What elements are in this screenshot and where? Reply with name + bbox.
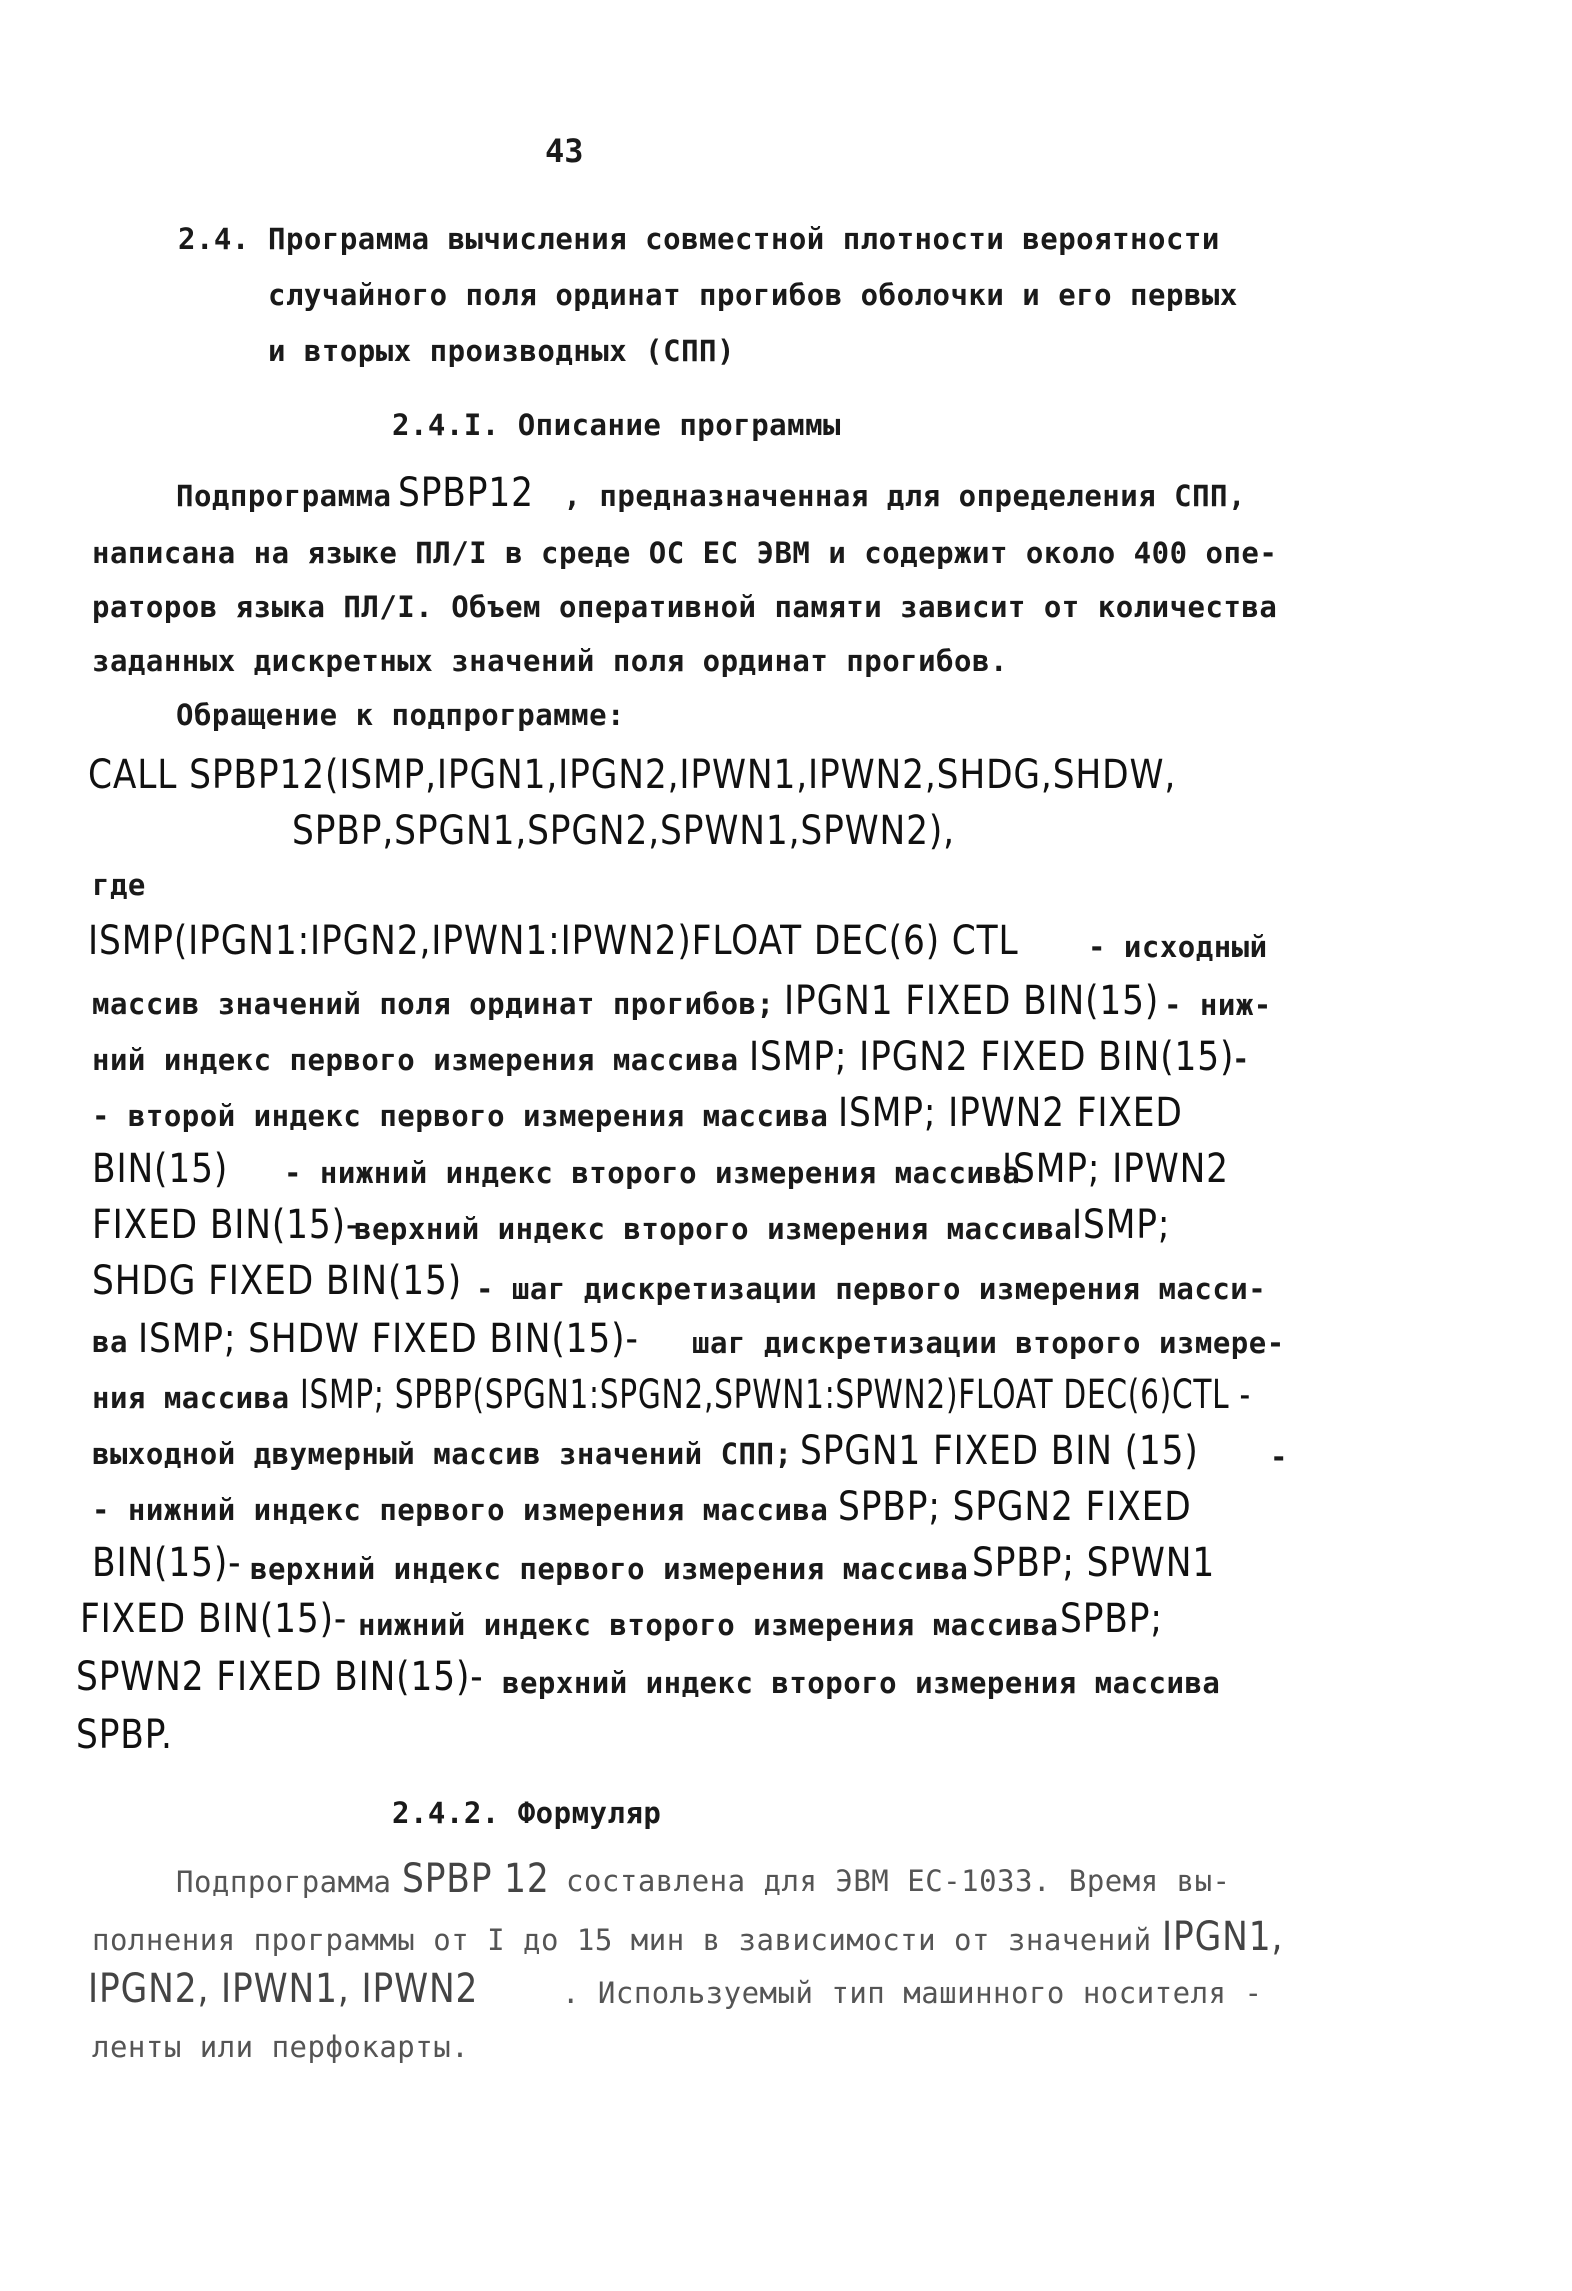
handwritten-code: ISMP; IPWN2 FIXED <box>838 1090 1184 1136</box>
form-line-2 <box>92 1914 1303 1960</box>
handwritten-name: SPBP12 <box>397 470 534 516</box>
handwritten-code: IPGN1 FIXED BIN(15) <box>784 978 1160 1024</box>
form-text: . Используемый тип машинного носителя - <box>562 1976 1263 2010</box>
page-number: 43 <box>545 132 584 170</box>
param-line-11 <box>92 1484 1249 1530</box>
param-text: - нижний индекс второго измерения массива <box>284 1156 1021 1190</box>
handwritten-code: SPBP 12 <box>401 1856 550 1902</box>
section-title-line-2: случайного поля ординат прогибов оболочки и его первых <box>268 278 1238 312</box>
desc-line-2: написана на языке ПЛ/I в среде ОС ЕС ЭВМ и содержит около 400 опе- <box>92 536 1278 570</box>
call-statement-line-1 <box>88 752 1353 798</box>
desc-text: Подпрограмма <box>176 479 392 513</box>
handwritten-code: ISMP; IPWN2 <box>1002 1146 1229 1192</box>
param-line-6 <box>92 1202 1171 1248</box>
param-text: нижний индекс второго измерения массива <box>358 1608 1059 1642</box>
form-line-1 <box>176 1856 1231 1902</box>
desc-line-3: раторов языка ПЛ/I. Объем оперативной памяти зависит от количества <box>92 590 1278 624</box>
handwritten-code: BIN(15) <box>92 1146 229 1192</box>
desc-line-4: заданных дискретных значений поля ординат прогибов. <box>92 644 1008 678</box>
param-text: ва <box>92 1325 128 1359</box>
handwritten-code: ISMP; SHDW FIXED BIN(15)- <box>137 1316 639 1362</box>
handwritten-code: ISMP; IPGN2 FIXED BIN(15) <box>748 1034 1234 1080</box>
form-line-4: ленты или перфокарты. <box>92 2030 470 2064</box>
param-text: шаг дискретизации второго измере- <box>692 1326 1285 1360</box>
param-line-12 <box>92 1540 1216 1586</box>
where-label: где <box>92 868 146 902</box>
handwritten-code: IPGN2, IPWN1, IPWN2 <box>88 1966 479 2012</box>
form-text: полнения программы от I до 15 мин в зависимости от значений <box>92 1923 1152 1957</box>
call-intro: Обращение к подпрограмме: <box>176 698 625 732</box>
form-text: Подпрограмма <box>176 1865 392 1899</box>
handwritten-code: SPBP. <box>76 1712 173 1758</box>
param-line-2 <box>92 978 1272 1024</box>
desc-text: , предназначенная для определения СПП, <box>563 479 1246 513</box>
form-text: составлена для ЭВМ ЕС-1033. Время вы- <box>566 1864 1231 1898</box>
handwritten-code: FIXED BIN(15)- <box>80 1596 348 1642</box>
form-line-3 <box>88 1966 1263 2012</box>
handwritten-code: SPWN2 FIXED BIN(15)- <box>76 1654 484 1700</box>
param-text: ний индекс первого измерения массива <box>92 1043 739 1077</box>
subsection-heading-2-4-1: 2.4.I. Описание программы <box>392 408 841 442</box>
handwritten-code: SPBP; <box>1060 1596 1163 1642</box>
handwritten-code: ISMP; SPBP(SPGN1:SPGN2,SPWN1:SPWN2)FLOAT DEC(6)CTL - <box>299 1372 1251 1418</box>
handwritten-code: SPBP; SPGN2 FIXED <box>838 1484 1192 1530</box>
param-text: - ниж- <box>1164 988 1272 1022</box>
param-text: верхний индекс первого измерения массива <box>250 1552 969 1586</box>
param-line-5 <box>92 1146 1229 1192</box>
section-title-line-1: Программа вычисления совместной плотности вероятности <box>268 222 1220 256</box>
param-line-9 <box>92 1372 1572 1418</box>
param-text: массив значений поля ординат прогибов; <box>92 987 775 1021</box>
param-text: ния массива <box>92 1381 290 1415</box>
handwritten-code: SPGN1 FIXED BIN (15) <box>800 1428 1200 1474</box>
desc-line-1 <box>176 470 1246 516</box>
subsection-heading-2-4-2: 2.4.2. Формуляр <box>392 1796 662 1830</box>
call-statement-line-2 <box>292 808 1063 854</box>
handwritten-code: ISMP(IPGN1:IPGN2,IPWN1:IPWN2)FLOAT DEC(6) CTL <box>88 918 1019 964</box>
handwritten-code: SHDG FIXED BIN(15) <box>92 1258 463 1304</box>
section-title-line-3: и вторых производных (СПП) <box>268 334 735 368</box>
handwritten-code: SPBP; SPWN1 <box>972 1540 1216 1586</box>
param-text: - второй индекс первого измерения массива <box>92 1099 829 1133</box>
param-line-7 <box>92 1258 1267 1306</box>
handwritten-code: IPGN1, <box>1161 1914 1283 1960</box>
handwritten-code: FIXED BIN(15)- <box>92 1202 360 1248</box>
param-line-10 <box>92 1428 1288 1474</box>
param-line-4 <box>92 1090 1239 1136</box>
param-line-3 <box>92 1034 1313 1080</box>
section-number: 2.4. <box>178 222 250 256</box>
handwritten-code: ISMP; <box>1072 1202 1171 1248</box>
param-line-15 <box>76 1712 189 1758</box>
param-text: верхний индекс второго измерения массива <box>354 1212 1073 1246</box>
param-text: - <box>1270 1440 1288 1474</box>
param-text: выходной двумерный массив значений СПП; <box>92 1437 793 1471</box>
param-line-13 <box>80 1596 1163 1642</box>
param-line-8 <box>92 1316 1285 1362</box>
param-line-14 <box>76 1654 1221 1700</box>
param-text: - исходный <box>1088 930 1268 964</box>
param-text: верхний индекс второго измерения массива <box>502 1666 1221 1700</box>
param-text: - <box>1232 1042 1250 1076</box>
handwritten-code: SPBP,SPGN1,SPGN2,SPWN1,SPWN2), <box>292 808 955 854</box>
param-text: - нижний индекс первого измерения массива <box>92 1493 829 1527</box>
handwritten-code: BIN(15)- <box>92 1540 242 1586</box>
param-line-1 <box>88 918 1268 964</box>
handwritten-code: CALL SPBP12(ISMP,IPGN1,IPGN2,IPWN1,IPWN2,SHDG,SHDW, <box>88 752 1177 798</box>
param-text: - шаг дискретизации первого измерения масси- <box>476 1272 1267 1306</box>
